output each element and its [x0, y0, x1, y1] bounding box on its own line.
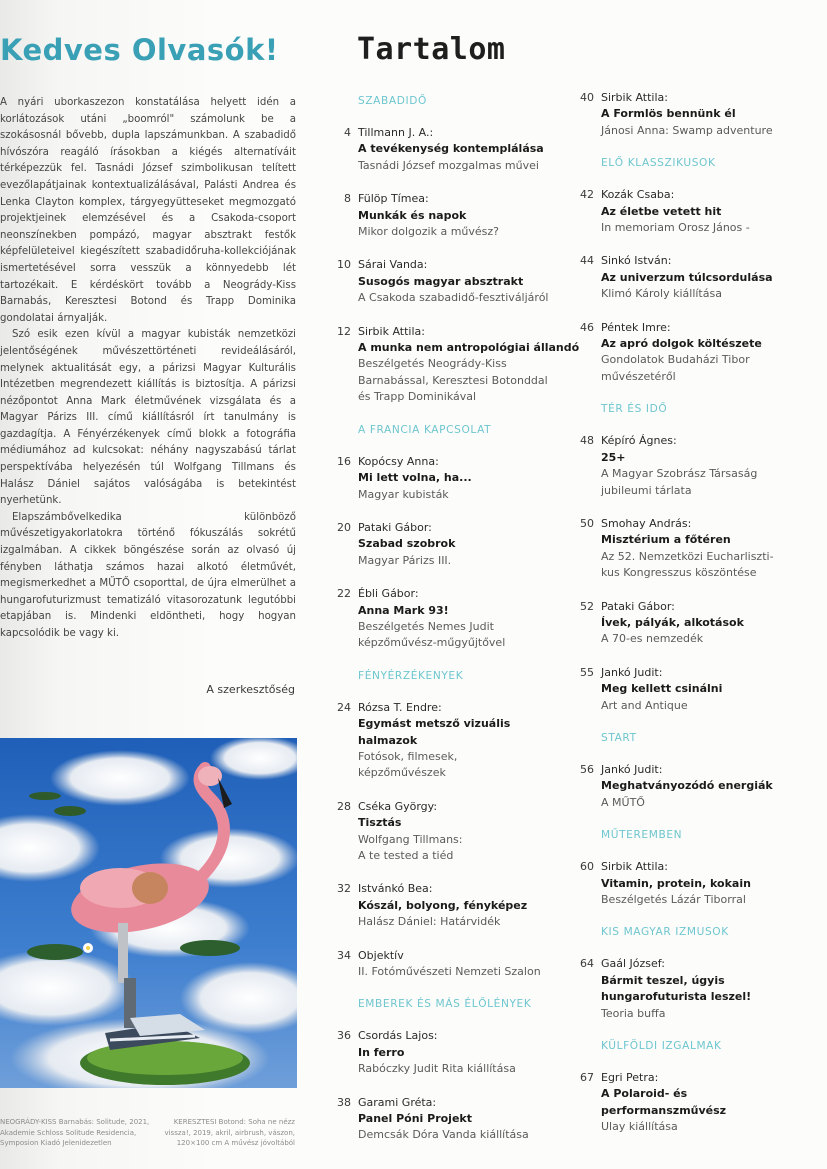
toc-page-number: 60: [580, 860, 594, 874]
toc-article-title: 25+: [601, 450, 626, 464]
toc-article-subtitle: A Csakoda szabadidő-fesztiváljáról: [358, 291, 549, 305]
toc-article-title: Vitamin, protein, kokain: [601, 876, 751, 890]
toc-author: Egri Petra:: [601, 1071, 659, 1085]
toc-section-heading: EMBEREK ÉS MÁS ÉLŐLÉNYEK: [358, 998, 532, 1011]
toc-article-subtitle: Ulay kiállítása: [601, 1120, 678, 1134]
toc-article-subtitle: képzőművészek: [358, 766, 446, 780]
toc-article-title: Bármit teszel, úgyis: [601, 973, 725, 987]
toc-article-title: Az univerzum túlcsordulása: [601, 270, 773, 284]
toc-author: Csordás Lajos:: [358, 1029, 438, 1043]
toc-entry[interactable]: [576, 187, 816, 236]
toc-section-heading: ELŐ KLASSZIKUSOK: [601, 157, 716, 170]
toc-article-title: Egymást metsző vizuális: [358, 717, 511, 731]
toc-article-subtitle: Barnabással, Keresztesi Botonddal: [358, 373, 548, 387]
toc-article-title: A munka nem antropológiai állandó: [358, 341, 580, 355]
toc-author: Cséka György:: [358, 799, 438, 813]
toc-article-title: Kószál, bolyong, fényképez: [358, 898, 528, 912]
toc-page-number: 50: [580, 516, 594, 530]
toc-article-subtitle: In memoriam Orosz János -: [601, 221, 750, 235]
editorial-paragraph: Szó esik ezen kívül a magyar kubisták nemzetközi jelentőségének művészettörténeti revideálásáról, melynek aktualitását egy, a párizsi Magyar Kulturális Intézetben megrendezett kiállítás is biztosítja. A párizsi nézőpontot Anna Mark életművének vizsgálata és a Magyar Párizs III. című kiállításról írt tanulmány is gazdagítja. A Fényérzékenyek című blokk a fotográfia médiumához ad kulcsokat: néhány nagyszabású tárlat perspektívába helyezésén túl Wolfgang Tillmans és Halász Dániel sajátos valóságába is betekintést nyerhetünk.: [0, 329, 296, 507]
toc-page-number: 56: [580, 762, 594, 776]
toc-section-heading: SZABADIDŐ: [358, 95, 427, 107]
toc-section-heading: TÉR ÉS IDŐ: [601, 403, 668, 416]
toc-page-number: 67: [580, 1071, 594, 1085]
image-caption-left: NEOGRÁDY-KISS Barnabás: Solitude, 2021, Akademie Schloss Solitude Residencia, Symposion Kiadó Jelenidezetlen: [0, 1118, 150, 1147]
toc-article-title: Susogós magyar absztrakt: [358, 274, 524, 288]
toc-author: Kopócsy Anna:: [358, 454, 439, 468]
toc-article-subtitle: Beszélgetés Lázár Tiborral: [601, 893, 746, 906]
toc-article-title: Munkák és napok: [358, 208, 467, 222]
toc-article-subtitle: Magyar Párizs III.: [358, 553, 452, 567]
toc-article-title: hungarofuturista leszel!: [601, 990, 752, 1004]
toc-author: Pataki Gábor:: [358, 520, 432, 534]
toc-page-number: 64: [580, 957, 594, 971]
toc-author: Sirbik Attila:: [601, 860, 668, 874]
toc-article-subtitle: Mikor dolgozik a művész?: [358, 225, 499, 239]
toc-author: Sárai Vanda:: [358, 258, 428, 272]
toc-author: Rózsa T. Endre:: [358, 700, 442, 714]
toc-entry[interactable]: [333, 257, 553, 306]
toc-article-subtitle: Gondolatok Budaházi Tibor: [601, 353, 750, 367]
flamingo-artwork-image: [0, 738, 297, 1088]
toc-entry[interactable]: [333, 881, 553, 930]
toc-column-left: [333, 90, 580, 1161]
toc-author: Sinkó István:: [601, 254, 672, 268]
toc-entry[interactable]: [576, 253, 816, 302]
toc-entry[interactable]: [576, 320, 816, 386]
toc-section-heading: FÉNYÉRZÉKENYEK: [358, 669, 464, 682]
toc-article-subtitle: Magyar kubisták: [358, 487, 449, 501]
toc-article-subtitle: jubileumi tárlata: [601, 483, 692, 497]
toc-entry[interactable]: [576, 516, 816, 582]
toc-article-subtitle: Beszélgetés Neogrády-Kiss: [358, 357, 507, 371]
toc-article-title: A Formlös bennünk él: [601, 107, 736, 121]
toc-section-heading: MŰTEREMBEN: [601, 829, 683, 842]
toc-article-subtitle: Az 52. Nemzetközi Eucharliszti-: [601, 549, 774, 563]
toc-article-subtitle: Wolfgang Tillmans:: [358, 832, 463, 846]
editorial-paragraph: Elapszámbővelkedika különböző művészetigyakorlatokra történő fókuszálás sokrétű izgalmában. A cikkek böngészése során az olvasó új fényben láthatja számos hazai alkotó életművét, megismerkedhet a MŰTŐ csoporttal, de újra elmerülhet a hungarofuturizmust tematizáló vitasorozatunk legutóbbi etapjában is. Mindenki eldöntheti, hogy hogyan kapcsolódik be vagy ki.: [0, 511, 296, 639]
toc-entry[interactable]: [333, 1095, 553, 1144]
toc-entry[interactable]: [576, 956, 816, 1022]
toc-page-number: 12: [337, 324, 351, 338]
editorial-paragraph: A nyári uborkaszezon konstatálása helyett idén a korlátozások utáni „boomról" számolunk be a szokásosnál bővebb, dupla lapszámunkban. A szabadidő hívószóra reagáló írásokban a kiégés alternatíváit térképezzük fel. Tasnádi József szimbolikusan telített evezőlapátjainak kontextualizálásával, Palásti Andrea és Lenka Clayton komplex, tárgyegyütteseket megmozgató projektjeinek elemzésével és a Csakoda-csoport neonszínekben pompázó, magyar absztrakt festők képfelületeivel kiegészített szabadidőruha-kollekciójának ismertetésével sorra vesszük a könnyedebb lét tartozékait. E kérdéskört tovább a Neogrády-Kiss Barnabás, Keresztesi Botond és Trapp Dominika gondolatai árnyalják.: [0, 97, 296, 324]
toc-article-subtitle: és Trapp Dominikával: [358, 390, 477, 404]
toc-article-title: Az életbe vetett hit: [601, 204, 722, 218]
toc-article-subtitle: Tasnádi József mozgalmas művei: [358, 158, 539, 172]
toc-article-subtitle: A MŰTŐ: [601, 795, 645, 809]
toc-author: Ébli Gábor:: [358, 587, 419, 601]
toc-entry[interactable]: [576, 433, 816, 499]
toc-page-number: 16: [337, 454, 351, 468]
toc-page-number: 8: [344, 192, 351, 206]
toc-article-title: Tisztás: [358, 816, 402, 830]
toc-page-number: 55: [580, 665, 594, 679]
toc-entry[interactable]: [576, 90, 816, 139]
toc-article-title: Az apró dolgok költészete: [601, 337, 762, 351]
toc-author: Pataki Gábor:: [601, 599, 675, 613]
toc-author: Sirbik Attila:: [601, 91, 668, 104]
toc-page-number: 10: [337, 258, 351, 272]
toc-entry[interactable]: [333, 586, 553, 652]
toc-author: Tillmann J. A.:: [358, 126, 434, 139]
toc-author: Péntek Imre:: [601, 320, 671, 334]
toc-article-subtitle: Rabóczky Judit Rita kiállítása: [358, 1062, 516, 1076]
toc-page-number: 44: [580, 254, 594, 268]
toc-entry[interactable]: [576, 859, 816, 908]
toc-page-number: 22: [337, 587, 351, 601]
toc-article-subtitle: kus Kongresszus köszöntése: [601, 566, 757, 580]
toc-article-title: Meg kellett csinálni: [601, 682, 723, 696]
toc-page-number: 24: [337, 700, 351, 714]
toc-entry[interactable]: [576, 762, 816, 811]
toc-entry[interactable]: [333, 948, 553, 981]
toc-article-title: Mi lett volna, ha...: [358, 471, 472, 485]
toc-entry[interactable]: [576, 599, 816, 648]
toc-article-title: Meghatványozódó energiák: [601, 779, 773, 793]
toc-author: Istvánkó Bea:: [358, 882, 433, 896]
toc-article-title: performanszművész: [601, 1103, 727, 1117]
toc-article-title: A tevékenység kontemplálása: [358, 142, 544, 156]
toc-author: Gaál József:: [601, 957, 665, 971]
editorial-signature: A szerkesztőség: [206, 683, 295, 696]
toc-article-subtitle: Klimó Károly kiállítása: [601, 287, 722, 301]
toc-page-number: 34: [337, 948, 351, 962]
toc-page-number: 32: [337, 882, 351, 896]
toc-column-right: [576, 90, 816, 1153]
toc-author: Jankó Judit:: [601, 762, 663, 776]
toc-entry[interactable]: [333, 520, 553, 569]
toc-page-number: 36: [337, 1029, 351, 1043]
toc-entry[interactable]: [576, 1070, 816, 1136]
toc-article-subtitle: A 70-es nemzedék: [601, 632, 704, 646]
toc-author: Fülöp Tímea:: [358, 192, 429, 206]
toc-entry[interactable]: [333, 324, 580, 406]
toc-entry[interactable]: [333, 799, 553, 865]
toc-section-heading: KÜLFÖLDI IZGALMAK: [601, 1040, 722, 1053]
toc-article-title: Szabad szobrok: [358, 537, 456, 551]
toc-page-number: 28: [337, 799, 351, 813]
toc-article-subtitle: II. Fotóművészeti Nemzeti Szalon: [358, 965, 541, 979]
toc-author: Jankó Judit:: [601, 665, 663, 679]
toc-article-subtitle: Jánosi Anna: Swamp adventure: [601, 123, 773, 137]
toc-article-title: Misztérium a főtéren: [601, 533, 731, 547]
toc-section-heading: START: [601, 731, 637, 744]
toc-author: Smohay András:: [601, 516, 692, 530]
intro-title: Kedves Olvasók!: [0, 33, 279, 67]
toc-article-subtitle: Art and Antique: [601, 698, 688, 712]
toc-entry[interactable]: [333, 125, 553, 174]
toc-article-subtitle: művészetéről: [601, 369, 676, 383]
toc-article-title: Ívek, pályák, alkotások: [601, 615, 744, 629]
toc-author: Objektív: [358, 948, 404, 962]
toc-section-heading: KIS MAGYAR IZMUSOK: [601, 926, 729, 939]
toc-article-subtitle: Beszélgetés Nemes Judit: [358, 619, 494, 633]
toc-page-number: 4: [344, 126, 351, 139]
toc-entry[interactable]: [576, 665, 816, 714]
toc-page-number: 52: [580, 599, 594, 613]
toc-article-subtitle: Teoria buffa: [601, 1006, 666, 1020]
toc-article-subtitle: Demcsák Dóra Vanda kiállítása: [358, 1128, 529, 1142]
editorial-text: [0, 95, 296, 643]
toc-author: Kozák Csaba:: [601, 188, 675, 202]
toc-title: Tartalom: [357, 32, 506, 67]
toc-article-title: Panel Póni Projekt: [358, 1112, 472, 1126]
toc-article-subtitle: A te tested a tiéd: [358, 849, 454, 862]
toc-entry[interactable]: [333, 700, 553, 782]
toc-article-title: In ferro: [358, 1045, 405, 1059]
image-caption-right: KERESZTESI Botond: Soha ne nézz vissza!, 2019, akril, airbrush, vászon, 120×100 cm A művész jóvoltából: [164, 1118, 295, 1147]
toc-article-title: halmazok: [358, 733, 418, 747]
toc-entry[interactable]: [333, 1028, 553, 1077]
toc-article-subtitle: képzőművész-műgyűjtővel: [358, 636, 506, 650]
toc-entry[interactable]: [333, 191, 553, 240]
toc-page-number: 42: [580, 188, 594, 202]
toc-article-subtitle: Fotósok, filmesek,: [358, 749, 458, 763]
toc-page-number: 20: [337, 520, 351, 534]
toc-article-subtitle: A Magyar Szobrász Társaság: [601, 467, 758, 481]
toc-article-title: Anna Mark 93!: [358, 603, 449, 617]
toc-section-heading: A FRANCIA KAPCSOLAT: [358, 423, 492, 436]
toc-author: Sirbik Attila:: [358, 324, 425, 338]
toc-entry[interactable]: [333, 454, 553, 503]
toc-author: Garami Gréta:: [358, 1095, 437, 1109]
toc-article-title: A Polaroid- és: [601, 1087, 688, 1101]
toc-page-number: 38: [337, 1095, 351, 1109]
toc-page-number: 46: [580, 320, 594, 334]
toc-page-number: 48: [580, 434, 594, 448]
toc-article-subtitle: Halász Dániel: Határvidék: [358, 915, 501, 929]
toc-author: Képíró Ágnes:: [601, 434, 677, 448]
toc-page-number: 40: [580, 91, 594, 104]
